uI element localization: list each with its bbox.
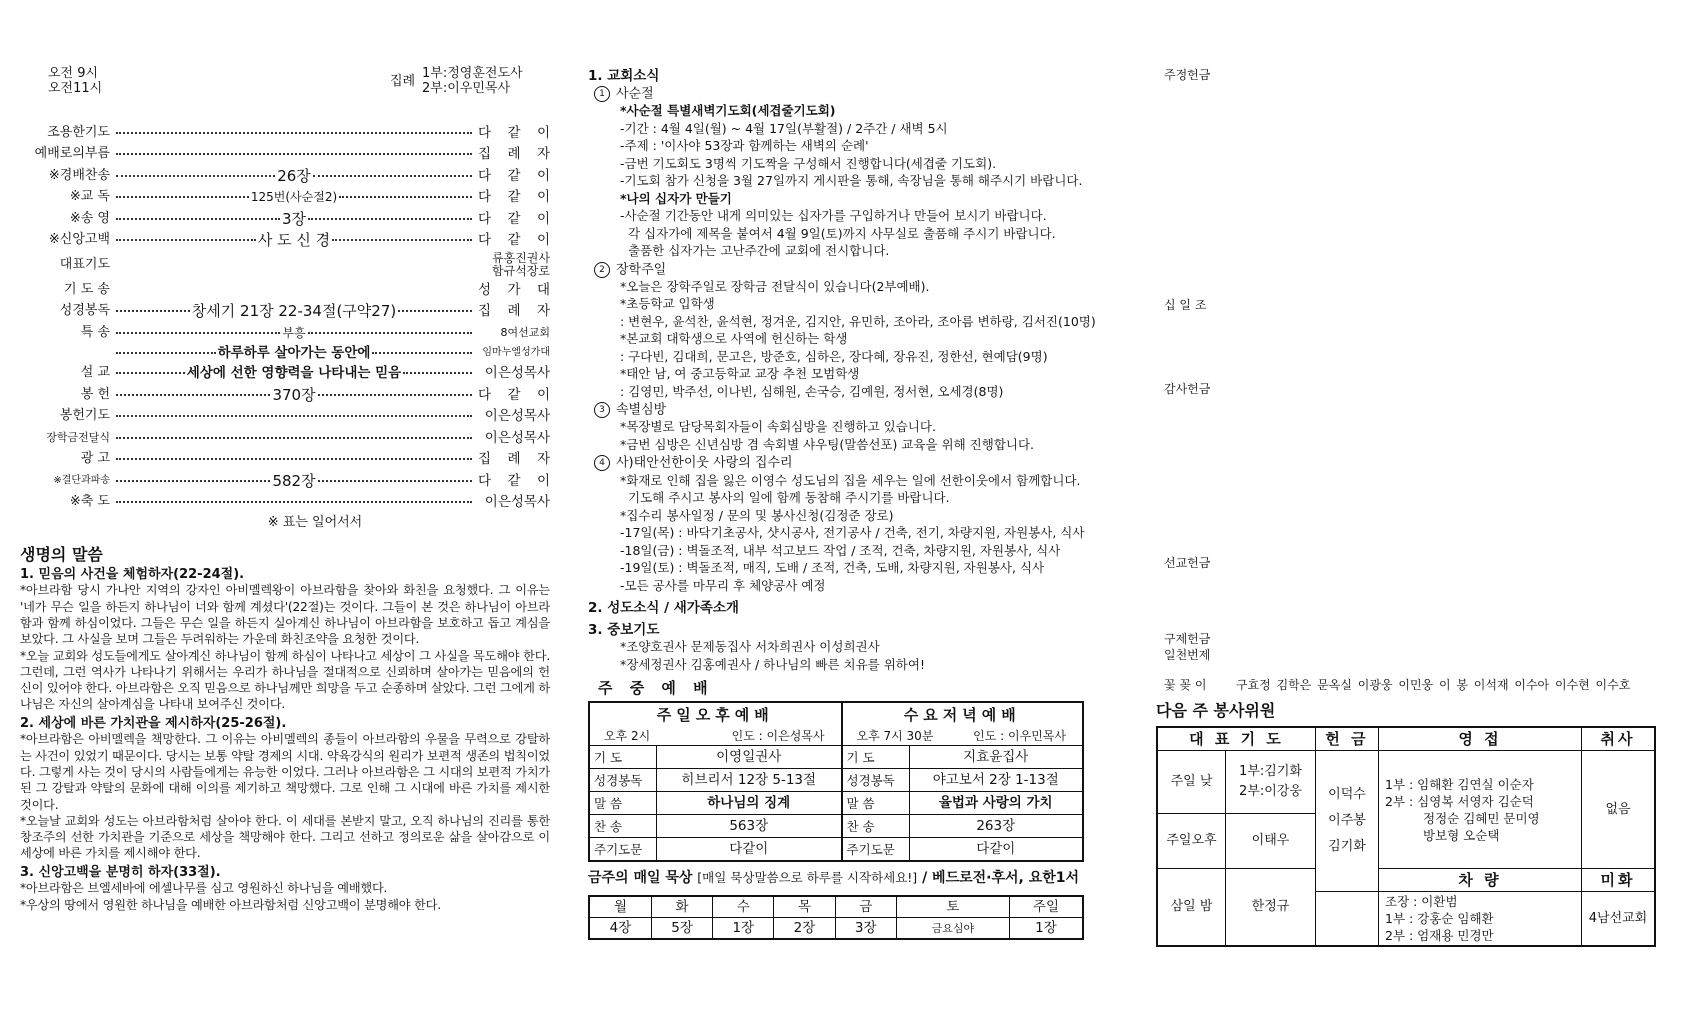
table-row: 주기도문 다같이 주기도문 다같이 — [589, 838, 1083, 862]
jiprye-label: 집례 — [390, 74, 416, 89]
meditation-table — [588, 895, 1084, 940]
order-leader: 다 같 이 — [478, 124, 550, 141]
word-paragraph: *아브라함은 브엘세바에 에셀나무를 심고 영원하신 하나님을 예배했다. — [20, 881, 388, 896]
order-leader: 이은성목사 — [484, 408, 550, 425]
order-label: 봉 헌 — [80, 386, 110, 402]
order-row — [20, 208, 550, 230]
news-line: *본교회 대학생으로 사역에 헌신하는 학생 — [620, 331, 848, 347]
order-row — [20, 384, 550, 406]
order-label: 장학금전달식 — [46, 431, 110, 445]
order-label: ※결단과파송 — [53, 474, 110, 486]
order-leader: 다 같 이 — [478, 189, 550, 206]
time-first: 오전 9시 — [48, 66, 99, 81]
news-subheading: 3 속별심방 — [594, 402, 1128, 418]
order-row — [20, 187, 550, 209]
news-line: *나의 십자가 만들기 — [620, 190, 732, 206]
order-row — [20, 165, 550, 187]
order-content: 582장 — [272, 471, 316, 490]
news-line: *태안 남, 여 중고등학교 교장 추천 모범학생 — [620, 366, 860, 382]
table-row: 월 화 수 목 금 토 주일 — [589, 896, 1083, 918]
order-content: 370장 — [272, 385, 316, 404]
order-leader: 8여선교회 — [500, 326, 550, 340]
next-week-servers-title: 다음 주 봉사위원 — [1156, 701, 1276, 720]
news-line: *사순절 특별새벽기도회(세겹줄기도회) — [620, 103, 836, 119]
order-leader: 다 같 이 — [478, 472, 550, 489]
order-row — [20, 251, 550, 279]
order-content: 26장 — [277, 166, 311, 185]
news-line: *초등학교 입학생 — [620, 296, 715, 312]
order-content: 125번(사순절2) — [250, 190, 338, 205]
table-row: 말 씀 하나님의 징계 말 씀 율법과 사랑의 가치 — [589, 792, 1083, 815]
news-line: -19일(토) : 벽돌조적, 매직, 도배 / 조적, 건축, 도배, 차량지원, 자원봉사, 식사 — [620, 560, 1045, 576]
order-label: 광 고 — [80, 451, 110, 467]
news-line: *장세정권사 김홍예권사 / 하나님의 빠른 치유를 위하여! — [620, 656, 925, 672]
stand-note: ※ 표는 일어서서 — [267, 515, 363, 530]
news-line: -금번 기도회도 3명씩 기도짝을 구성해서 진행합니다(세겹줄 기도회). — [620, 155, 997, 171]
order-label: 성경봉독 — [59, 303, 110, 319]
table-row: 삼일 밤 한정규 차 량 미화 — [1157, 869, 1655, 892]
news-line: 출품한 십자가는 고난주간에 교회에 전시합니다. — [628, 243, 890, 259]
offering-category: 일천번제 — [1164, 648, 1211, 662]
order-leader: 이은성목사 — [484, 365, 550, 382]
order-label: 조용한기도 — [47, 124, 110, 140]
order-row — [20, 122, 550, 144]
order-leader: 다 같 이 — [478, 386, 550, 403]
order-label: 기 도 송 — [64, 281, 110, 297]
time-second: 오전11시 — [48, 81, 103, 96]
news-line: : 변현우, 윤석찬, 윤석현, 정겨운, 김지안, 유민하, 조아라, 조아름 변하랑, 김서진(10명) — [620, 313, 1096, 329]
church-news-column — [588, 66, 1128, 940]
news-line: *금번 심방은 신년심방 겸 속회별 샤우팅(말씀선포) 교육을 위해 진행합니다. — [620, 436, 1035, 452]
order-label: ※경배찬송 — [48, 167, 110, 183]
offering-category: 주정헌금 — [1164, 68, 1211, 82]
order-row — [20, 363, 550, 385]
order-row — [20, 470, 550, 492]
news-line: -기도회 참가 신청을 3월 27일까지 게시판을 통해, 속장님을 통해 해주시기 바랍니다. — [620, 173, 1083, 189]
word-paragraph: *아브라함 당시 가나안 지역의 강자인 아비멜렉왕이 아브라함을 찾아와 화친을 요청했다. 그 이유는 '네가 무슨 일을 하든지 하나님이 너와 함께 계셨다'(22절)는 것이다. 그들이 본 것은 하나님이 아브라함과 함께 하심이었다. 그들은 무슨 일을 하든지 실아계신 하나님이 아브라함을 보호하고 돕고 계심을 보았다. 그 사실을 보며 그들은 두려워하는 가운데 화친조약을 요청한 것이다. — [20, 583, 550, 647]
order-row — [20, 427, 550, 449]
order-content: 부흥 — [282, 325, 306, 340]
sermon-title: 세상에 선한 영향력을 나타내는 믿음 — [186, 365, 402, 382]
order-row — [20, 449, 550, 471]
news-heading: 1. 교회소식 — [588, 68, 660, 84]
order-label: ※교 독 — [69, 189, 110, 205]
weekly-worship-table — [588, 701, 1084, 862]
table-row: 주일 낮 1부:김기화 2부:이강웅 이덕수 이주봉 김기화 1부 : 임해환 김연실 이순자 2부 : 심영복 서영자 김순덕 정정순 김혜민 문미영 방보형 오순택 없음 — [1157, 751, 1655, 814]
news-line: -사순절 기간동안 내게 의미있는 십자가를 구입하거나 만들어 보시기 바랍니다. — [620, 208, 1047, 224]
order-leader: 류홍진권사 — [492, 251, 550, 265]
news-line: *화재로 인해 집을 잃은 이영수 성도님의 집을 세우는 일에 선한이웃에서 함께합니다. — [620, 472, 1081, 488]
word-section-heading: 3. 신앙고백을 분명히 하자(33절). — [20, 864, 221, 880]
order-content: 사 도 신 경 — [257, 231, 331, 250]
table-row: 4장 5장 1장 2장 3장 금요심야 1장 — [589, 918, 1083, 940]
order-row — [20, 492, 550, 514]
presider-first: 1부:정영훈전도사 — [422, 66, 523, 81]
word-paragraph: *우상의 땅에서 영원한 하나님을 예배한 아브라함처럼 신앙고백이 분명해야 한다. — [20, 897, 441, 912]
news-line: -기간 : 4월 4일(월) ~ 4월 17일(부활절) / 2주간 / 새벽 5시 — [620, 120, 948, 136]
order-label: ※송 영 — [69, 210, 110, 226]
presider-second: 2부:이우민목사 — [422, 81, 510, 96]
order-leader: 임마누엘성가대 — [482, 347, 550, 358]
table-row: 주일오후 이태우 — [1157, 814, 1655, 869]
table-row: 성경봉독 히브리서 12장 5-13절 성경봉독 야고보서 2장 1-13절 — [589, 769, 1083, 792]
order-leader: 집 례 자 — [478, 451, 550, 468]
word-of-life-title: 생명의 말씀 — [20, 544, 103, 564]
news-line: -17일(목) : 바닥기초공사, 샷시공사, 전기공사 / 건축, 전기, 차량지원, 자원봉사, 식사 — [620, 525, 1085, 541]
table-row: 기 도 이영일권사 기 도 지효윤집사 — [589, 746, 1083, 769]
weekly-worship-title: 주 중 예 배 — [598, 679, 714, 698]
sunday-afternoon-title: 주일오후예배 — [589, 702, 842, 727]
offering-category: 구제헌금 — [1164, 632, 1211, 646]
order-label: 특 송 — [80, 324, 110, 340]
order-leader-pair — [478, 252, 550, 278]
offerings-column — [1156, 66, 1676, 943]
daily-meditation: 금주의 매일 묵상 [매일 묵상말씀으로 하루를 시작하세요!] / 베드로전·후서, 요한1서 — [588, 870, 1080, 887]
order-leader: 함규석장로 — [492, 264, 550, 278]
service-times — [20, 66, 550, 106]
order-row — [20, 279, 550, 301]
order-label: 설 교 — [80, 365, 110, 381]
order-label: ※축 도 — [69, 494, 110, 510]
order-leader: 다 같 이 — [478, 210, 550, 227]
order-leader: 이은성목사 — [484, 494, 550, 511]
news-line: -모든 공사를 마무리 후 체양공사 예정 — [620, 577, 826, 593]
offering-category: 꽃 꽂 이 — [1164, 678, 1207, 692]
word-section-heading: 2. 세상에 바른 가치관을 제시하자(25-26절). — [20, 715, 287, 731]
order-content: 하루하루 살아가는 동안에 — [217, 344, 371, 361]
order-row — [20, 344, 550, 363]
order-content: 창세기 21장 22-34절(구약27) — [191, 302, 397, 321]
order-leader: 이은성목사 — [484, 429, 550, 446]
word-paragraph: *아브라함은 아비멜렉을 책망한다. 그 이유는 아비멜렉의 종들이 아브라함의 우물을 무력으로 강탈하는 사건이 있었기 때문이다. 당시는 보통 약탈 경제의 시대. 약육강식의 원리가 보편적 생존의 법칙이었다. 그렇게 사는 것이 당시의 사람들에게는 유능한 이었다. 그러나 아브라함은 그 시대의 보편적 가치가 된 그 강탈과 약탈의 문화에 대해 이의를 제기하고 책망했다. 그로 인해 그 시대에 바른 가치를 제시한 것이다. — [20, 732, 550, 812]
news-subheading: 4 사)태안선한이웃 사랑의 집수리 — [594, 455, 1128, 471]
news-line: 기도해 주시고 봉사의 일에 함께 동참해 주시기를 바랍니다. — [628, 490, 950, 506]
offering-category: 십 일 조 — [1164, 298, 1207, 312]
table-row: 대 표 기 도 헌 금 영 접 취사 — [1157, 727, 1655, 751]
news-line: *집수리 봉사일정 / 문의 및 봉사신청(김정준 장로) — [620, 507, 894, 523]
news-line: *오늘은 장학주일로 장학금 전달식이 있습니다(2부예배). — [620, 278, 930, 294]
news-subheading: 2 장학주일 — [594, 262, 1128, 278]
offering-category: 감사헌금 — [1164, 382, 1211, 396]
news-line: -주제 : '이사야 53장과 함께하는 새벽의 순례' — [620, 138, 869, 154]
news-heading: 2. 성도소식 / 새가족소개 — [588, 600, 739, 617]
order-row — [20, 406, 550, 428]
order-label: 예배로의부름 — [34, 146, 110, 162]
news-heading: 3. 중보기도 — [588, 622, 660, 639]
worship-order — [20, 122, 550, 513]
offering-category: 선교헌금 — [1164, 556, 1211, 570]
order-row — [20, 322, 550, 344]
news-line: 각 십자가에 제목을 붙여서 4월 9일(토)까지 사무실로 출품해 주시기 바랍니다. — [628, 225, 1056, 241]
table-row: 조장 : 이환범 1부 : 강홍순 임해환 2부 : 엄재용 민경만 4남선교회 — [1157, 892, 1655, 947]
news-line: *목장별로 담당목회자들이 속회심방을 진행하고 있습니다. — [620, 419, 936, 435]
order-row — [20, 230, 550, 252]
order-leader: 다 같 이 — [478, 232, 550, 249]
offerings-list — [1156, 66, 1676, 696]
word-paragraph: *오늘날 교회와 성도는 아브라함처럼 살아야 한다. 이 세대를 본받지 말고, 오직 하나님의 진리를 통한 창조주의 선한 가치관을 기준으로 세상을 책망해야 한다. 그리고 선하고 정의로운 삶을 살아감으로 이 세상에 바른 가치를 제시해야 한다. — [20, 813, 550, 861]
order-content: 3장 — [281, 209, 307, 228]
order-leader: 성 가 대 — [478, 281, 550, 298]
news-line: -18일(금) : 벽돌조적, 내부 석고보드 작업 / 조적, 건축, 차량지원, 자원봉사, 식사 — [620, 542, 1061, 558]
order-label: 대표기도 — [59, 257, 110, 273]
news-subheading: 1 사순절 — [594, 86, 1128, 102]
word-section-heading: 1. 믿음의 사건을 체험하자(22-24절). — [20, 566, 245, 582]
sunday-time-row: 오후 2시 인도 : 이은성목사 — [589, 727, 842, 746]
word-paragraph: *오늘 교회와 성도들에게도 살아계신 하나님이 함께 하심이 나타나고 세상이 그 사실을 목도해야 한다. 그런데, 그런 역사가 나타나기 위해서는 우리가 하나님을 절대적으로 신뢰하며 살아가는 믿음에의 헌신이 있어야 한다. 아브라함은 오직 믿음으로 하나님께만 희망을 두고 순종하며 살았다. 그런 그에게 하나님은 자신의 살아계심을 나타내 보여주신 것이다. — [20, 648, 550, 712]
order-leader: 다 같 이 — [478, 167, 550, 184]
news-line: *조양호권사 문제동집사 서차희권사 이성희권사 — [620, 639, 880, 655]
flower-names: 구효정 김학은 문옥실 이광웅 이민웅 이 봉 이석재 이수아 이수현 이수호 — [1236, 678, 1631, 692]
news-line: : 김영민, 박주선, 이나빈, 심해원, 손국승, 김예원, 정서현, 오세경(8명) — [620, 383, 1004, 399]
table-row: 찬 송 563장 찬 송 263장 — [589, 815, 1083, 838]
news-line: : 구다빈, 김대희, 문고은, 방준호, 심하은, 장다혜, 장유진, 정한선, 현예담(9명) — [620, 348, 1048, 364]
order-row — [20, 144, 550, 166]
order-row — [20, 301, 550, 323]
order-leader: 집 례 자 — [478, 146, 550, 163]
next-week-servers-table — [1156, 726, 1656, 947]
order-label: 봉헌기도 — [59, 408, 110, 424]
order-leader: 집 례 자 — [478, 303, 550, 320]
worship-order-column — [20, 66, 550, 913]
order-label: ※신앙고백 — [48, 232, 110, 248]
wednesday-time-row: 오후 7시 30분 인도 : 이우민목사 — [842, 727, 1084, 746]
wednesday-evening-title: 수요저녁예배 — [842, 702, 1084, 727]
